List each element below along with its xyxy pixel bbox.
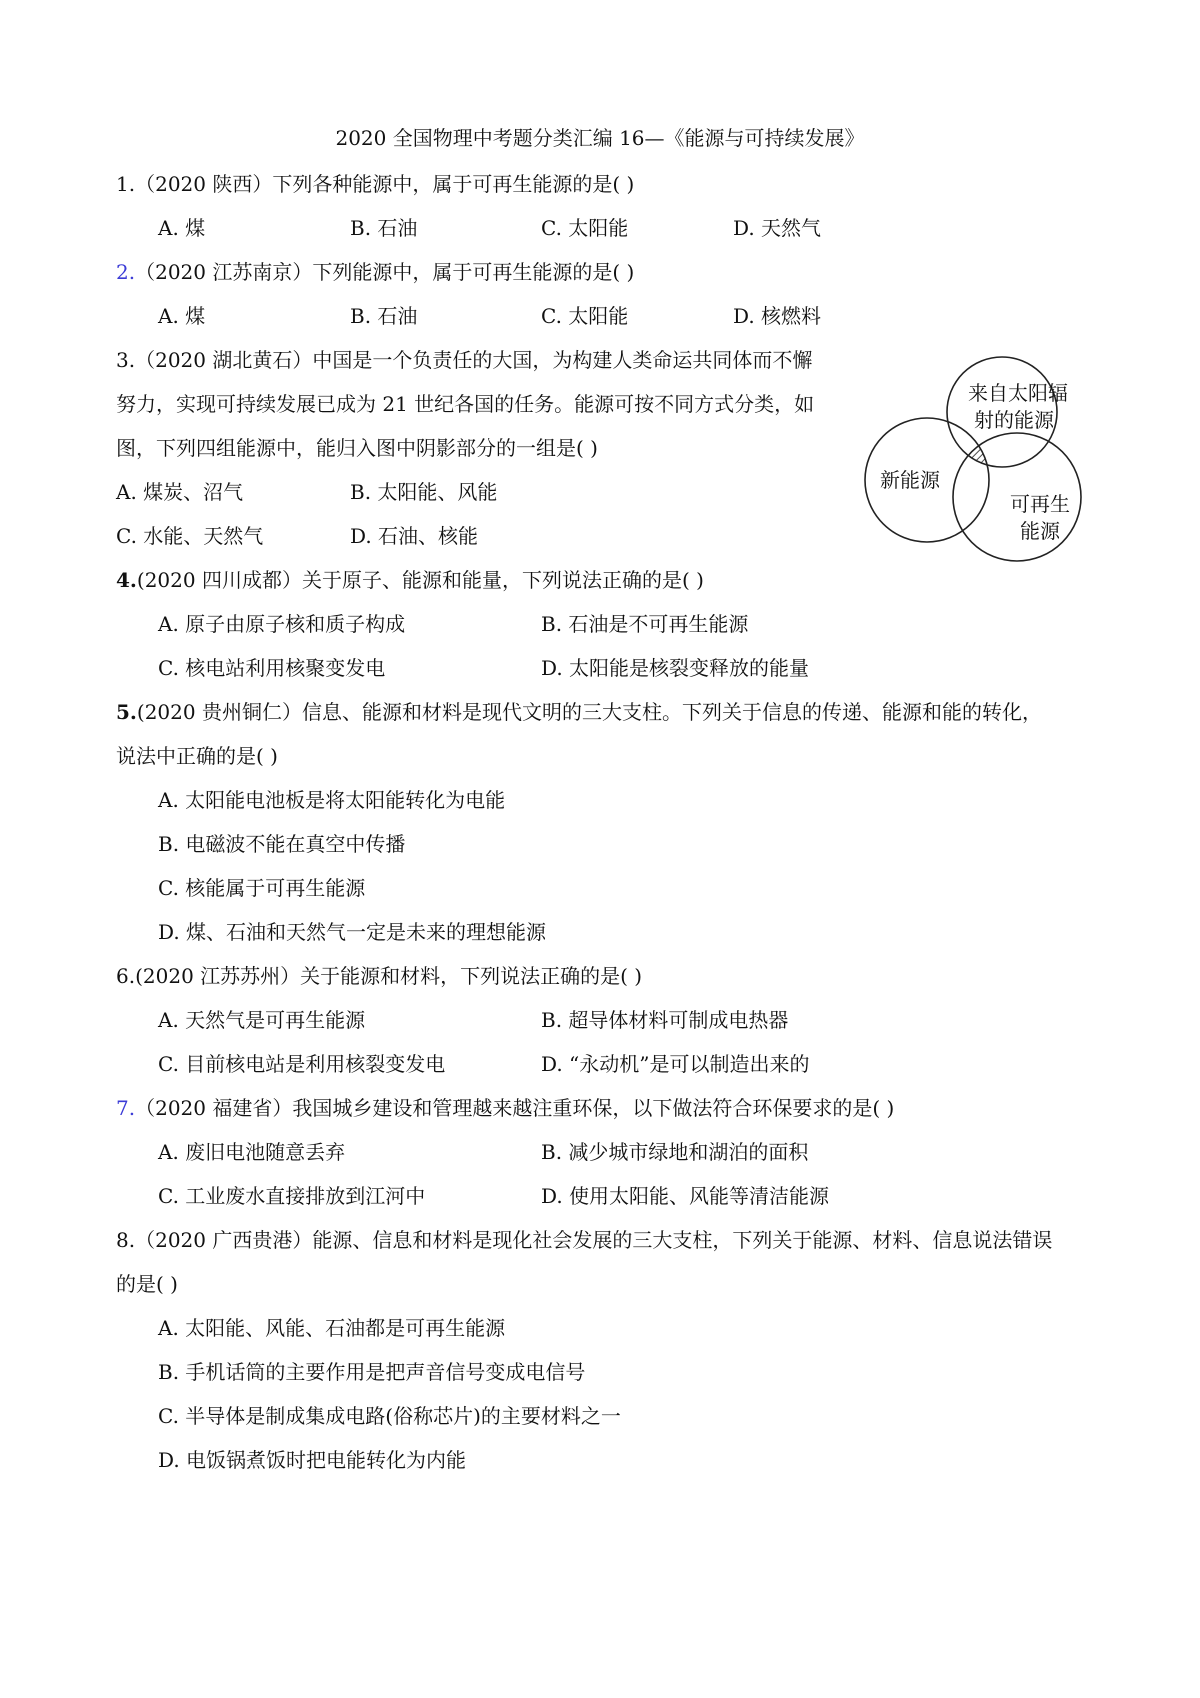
option-a: A. 煤 (158, 216, 206, 240)
question-text-line-2: 努力，实现可持续发展已成为 21 世纪各国的任务。能源可按不同方式分类，如 (116, 392, 815, 416)
question-number: 6. (116, 964, 136, 988)
question-number: 3. (116, 348, 136, 372)
option-c: C. 工业废水直接排放到江河中 (158, 1184, 426, 1208)
question-7 (116, 1094, 894, 1122)
label-renewable-line-2: 能源 (1020, 519, 1060, 543)
option-d: D. 使用太阳能、风能等清洁能源 (541, 1184, 830, 1208)
question-3 (116, 346, 812, 374)
option-a: A. 太阳能电池板是将太阳能转化为电能 (158, 788, 506, 812)
option-c: C. 核能属于可再生能源 (158, 876, 366, 900)
option-a: A. 废旧电池随意丢弃 (158, 1140, 346, 1164)
question-number: 4. (116, 568, 137, 592)
option-c: C. 太阳能 (541, 216, 629, 240)
question-6 (116, 962, 642, 990)
question-text: （2020 江苏南京）下列能源中，属于可再生能源的是( ) (135, 260, 635, 284)
option-c: C. 核电站利用核聚变发电 (158, 656, 386, 680)
option-b: B. 太阳能、风能 (350, 480, 498, 504)
question-4 (116, 566, 704, 594)
label-new-energy: 新能源 (880, 468, 940, 492)
question-text: (2020 江苏苏州）关于能源和材料，下列说法正确的是( ) (135, 964, 643, 988)
question-text-line-3: 图，下列四组能源中，能归入图中阴影部分的一组是( ) (116, 436, 598, 460)
option-d: D. 天然气 (733, 216, 822, 240)
option-c: C. 太阳能 (541, 304, 629, 328)
option-b: B. 石油 (350, 216, 418, 240)
option-a: A. 太阳能、风能、石油都是可再生能源 (158, 1316, 506, 1340)
question-5 (116, 698, 1042, 726)
question-number: 7. (116, 1096, 136, 1120)
question-2 (116, 258, 634, 286)
question-text-line-2: 说法中正确的是( ) (116, 744, 278, 768)
option-c: C. 水能、天然气 (116, 524, 264, 548)
question-1 (116, 170, 634, 198)
label-renewable-line-1: 可再生 (1010, 492, 1070, 516)
option-b: B. 减少城市绿地和湖泊的面积 (541, 1140, 809, 1164)
option-b: B. 手机话筒的主要作用是把声音信号变成电信号 (158, 1360, 586, 1384)
question-number: 2. (116, 260, 136, 284)
option-b: B. 电磁波不能在真空中传播 (158, 832, 406, 856)
page-title: 2020 全国物理中考题分类汇编 16—《能源与可持续发展》 (335, 126, 865, 150)
option-b: B. 超导体材料可制成电热器 (541, 1008, 789, 1032)
question-text: （2020 福建省）我国城乡建设和管理越来越注重环保，以下做法符合环保要求的是( ) (135, 1096, 895, 1120)
label-solar-line-2: 射的能源 (974, 408, 1054, 432)
option-b: B. 石油 (350, 304, 418, 328)
question-text-line-1: （2020 湖北黄石）中国是一个负责任的大国，为构建人类命运共同体而不懈 (135, 348, 813, 372)
option-d: D. 电饭锅煮饭时把电能转化为内能 (158, 1448, 467, 1472)
question-number: 1. (116, 172, 136, 196)
venn-diagram (862, 355, 1102, 585)
question-text-line-1: (2020 贵州铜仁）信息、能源和材料是现代文明的三大支柱。下列关于信息的传递、能源和能的转化， (136, 700, 1042, 724)
option-a: A. 煤 (158, 304, 206, 328)
option-c: C. 目前核电站是利用核裂变发电 (158, 1052, 446, 1076)
option-a: A. 天然气是可再生能源 (158, 1008, 366, 1032)
label-solar-line-1: 来自太阳辐 (968, 381, 1068, 405)
option-d: D. 石油、核能 (350, 524, 479, 548)
option-a: A. 原子由原子核和质子构成 (158, 612, 406, 636)
option-a: A. 煤炭、沼气 (116, 480, 244, 504)
question-text-line-1: （2020 广西贵港）能源、信息和材料是现化社会发展的三大支柱，下列关于能源、材料、信息说法错误 (135, 1228, 1053, 1252)
question-text-line-2: 的是( ) (116, 1272, 178, 1296)
option-d: D. “永动机”是可以制造出来的 (541, 1052, 810, 1076)
question-text: （2020 陕西）下列各种能源中，属于可再生能源的是( ) (135, 172, 635, 196)
option-d: D. 核燃料 (733, 304, 822, 328)
question-number: 5. (116, 700, 137, 724)
option-c: C. 半导体是制成集成电路(俗称芯片)的主要材料之一 (158, 1404, 621, 1428)
option-b: B. 石油是不可再生能源 (541, 612, 749, 636)
question-text: (2020 四川成都）关于原子、能源和能量，下列说法正确的是( ) (136, 568, 704, 592)
option-d: D. 太阳能是核裂变释放的能量 (541, 656, 810, 680)
question-number: 8. (116, 1228, 136, 1252)
option-d: D. 煤、石油和天然气一定是未来的理想能源 (158, 920, 547, 944)
question-8 (116, 1226, 1052, 1254)
